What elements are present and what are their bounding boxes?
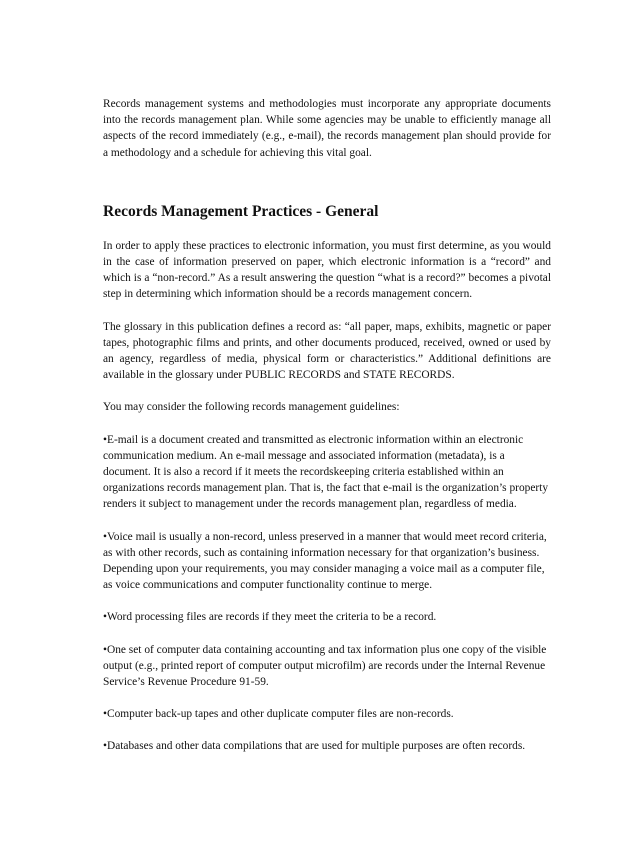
paragraph-guidelines-intro: You may consider the following records management guidelines: <box>103 401 400 414</box>
document-body <box>103 96 551 755</box>
section-heading: Records Management Practices - General <box>103 202 379 220</box>
bullet-word-processing: •Word processing files are records if they meet the criteria to be a record. <box>103 611 437 624</box>
bullet-databases: •Databases and other data compilations that are used for multiple purposes are often records. <box>103 740 526 753</box>
paragraph-record-definition: In order to apply these practices to electronic information, you must first determine, as you would in the case of information preserved on paper, which electronic information is a “record” and which is a “non-record.” As a result answering the question “what is a record?” becomes a pivotal step in determining which information should be a records management concern. <box>103 239 551 301</box>
bullet-email: •E-mail is a document created and transmitted as electronic information within an electronic communication medium. An e-mail message and associated information (metadata), is a document. It is also a record if it meets the recordskeeping criteria established within an organizations records management plan. That is, the fact that e-mail is the organization’s property renders it subject to management under the records management plan, regardless of media. <box>103 433 549 511</box>
paragraph-glossary: The glossary in this publication defines a record as: “all paper, maps, exhibits, magnetic or paper tapes, photographic films and prints, and other documents produced, received, owned or used by an agency, regardless of media, physical form or characteristics.” Additional definitions are available in the glossary under PUBLIC RECORDS and STATE RECORDS. <box>103 320 551 382</box>
bullet-computer-data: •One set of computer data containing accounting and tax information plus one copy of the visible output (e.g., printed report of computer output microfilm) are records under the Internal Revenue Service’s Revenue Procedure 91-59. <box>103 643 547 689</box>
bullet-backup-tapes: •Computer back-up tapes and other duplicate computer files are non-records. <box>103 708 454 721</box>
intro-paragraph: Records management systems and methodologies must incorporate any appropriate documents into the records management plan. While some agencies may be unable to efficiently manage all aspects of the record immediately (e.g., e-mail), the records management plan should provide for a methodology and a schedule for achieving this vital goal. <box>103 98 551 159</box>
bullet-voice-mail: •Voice mail is usually a non-record, unless preserved in a manner that would meet record criteria, as with other records, such as containing information necessary for that organization’s business. Depending upon your requirements, you may consider managing a voice mail as a computer file, as voice communications and computer functionality continue to merge. <box>103 530 547 592</box>
